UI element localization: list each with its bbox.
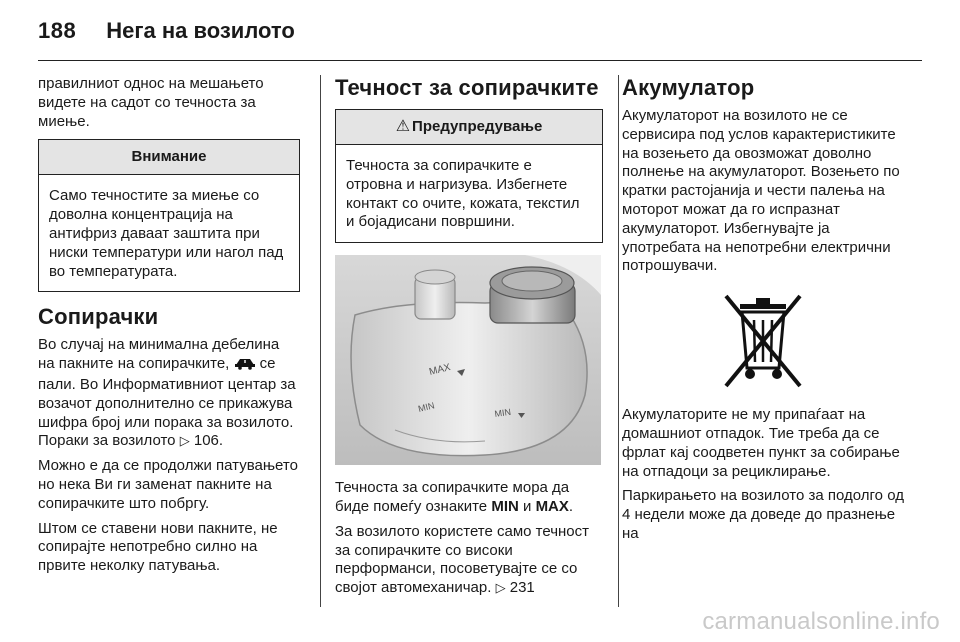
brakes-paragraph-2: Можно е да се продолжи патувањето но некa Ви ги заменат пакните на сопирачките што побргу. [38, 457, 298, 512]
page-number: 188 [38, 18, 77, 43]
column-3 [622, 75, 904, 550]
brake-fluid-heading: Течност за сопирачките [335, 75, 599, 100]
brake-fluid-paragraph-1 [335, 479, 603, 517]
brake-fluid-p1-and: и [523, 497, 532, 515]
brake-fluid-reservoir-photo [335, 255, 601, 465]
brake-fluid-p2-ref[interactable]: 231 [509, 579, 535, 597]
max-marking-label: MAX [428, 362, 452, 379]
header-rule [38, 60, 922, 61]
page-header [38, 18, 295, 50]
min-marking-label-right: MIN [493, 406, 512, 420]
caution-box-title: Внимание [39, 140, 299, 175]
brake-fluid-p1-end: . [568, 497, 574, 515]
battery-paragraph-1: Акумулаторот на возилото не се сервисира под услов карактеристиките на возењето да овозможат доволно полнење на акумулаторот. Возењето по кратки растојанија и чести палења на моторот можат да го испразнат акумулаторот. Избегнувајте ја употребата на непотребни електрични потрошувачи. [622, 107, 900, 275]
warning-box-text: Течноста за сопирачките е отровна и нагризува. Избегнете контакт со очите, кожата, текстил и бојадисани површини. [346, 157, 580, 231]
brake-pad-warning-icon [234, 356, 256, 376]
column-divider [618, 75, 619, 607]
brake-fluid-p2-text: За возилото користете само течност за сопирачките со високи перформанси, посоветувајте се со својот автомеханичар. [335, 522, 590, 597]
caution-box-text: Само течностите за миење со доволна концентрација на антифриз даваат заштита при ниски температури или нагол пад во температурата. [49, 187, 284, 280]
battery-paragraph-3: Паркирањето на возилото за подолго од 4 недели може да доведе до празнење на [622, 487, 904, 542]
page-reference-icon: ▷ [179, 433, 190, 449]
min-marking-label-left: MIN [417, 400, 436, 415]
page-title: Нега на возилото [106, 18, 295, 43]
caution-box [38, 139, 300, 292]
min-mark-label: MIN [491, 497, 519, 515]
brakes-heading: Сопирачки [38, 304, 159, 330]
warning-triangle-icon: ⚠ [395, 118, 411, 135]
warning-box-title: Предупредување [412, 118, 543, 135]
battery-heading: Акумулатор [622, 75, 755, 100]
column-2 [335, 75, 603, 604]
brakes-p1-ref[interactable]: 106. [193, 432, 224, 450]
brakes-paragraph-3: Штом се ставени нови пакните, не сопирајте непотребно силно на првите неколку патувања. [38, 519, 278, 575]
brakes-p1-start: Во случај на минимална дебелина на пакните на сопирачките, [38, 336, 280, 373]
warning-box [335, 109, 603, 243]
brake-fluid-paragraph-2 [335, 523, 603, 598]
max-mark-label: MAX [535, 497, 569, 515]
intro-text: правилниот однос на мешањето видете на садот со течноста за миење. [38, 75, 264, 130]
page-reference-icon: ▷ [495, 580, 506, 596]
brakes-p1-end: се пали. Во Информативниот центар за возачот дополнително се прикажува шифра број или порака за возилото. Пораки за возилото [38, 355, 296, 450]
column-1 [38, 75, 300, 582]
crossed-out-wheeled-bin-icon [720, 290, 806, 392]
brake-fluid-p1-start: Течноста за сопирачките мора да биде помеѓу ознаките [335, 479, 570, 515]
battery-paragraph-2: Акумулаторите не му припаѓаат на домашниот отпадок. Тие треба да се фрлат кај соодветен пункт за собирање на отпадоци за рециклирање. [622, 406, 900, 480]
watermark: carmanualsonline.info [702, 608, 940, 635]
warning-box-header [336, 110, 602, 145]
brakes-paragraph-1 [38, 336, 300, 451]
column-divider [320, 75, 321, 607]
